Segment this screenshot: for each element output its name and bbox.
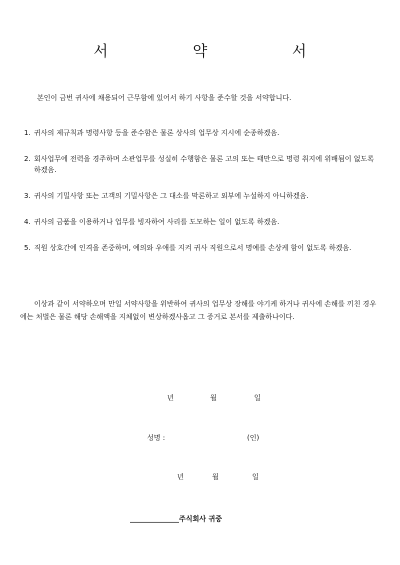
intro-text: 본인이 금번 귀사에 채용되어 근무함에 있어서 하기 사항을 준수할 것을 서약합니다. xyxy=(37,94,292,102)
pledge-items xyxy=(24,128,380,269)
day-label: 일 xyxy=(254,394,261,402)
pledge-item xyxy=(24,191,380,202)
item-number: 2. xyxy=(24,155,31,163)
document-title: 서 약 서 xyxy=(93,42,347,60)
month-label: 월 xyxy=(212,473,219,481)
day-label: 일 xyxy=(252,473,259,481)
company-recipient: ______________주식회사 귀중 xyxy=(130,515,223,523)
item-number: 4. xyxy=(24,218,31,226)
item-text: 귀사의 제규칙과 명령사항 등을 준수함은 물론 상사의 업무상 지시에 순종하겠음. xyxy=(34,129,280,137)
pledge-item xyxy=(24,128,380,139)
year-label: 년 xyxy=(167,394,174,402)
closing-text: 이상과 같이 서약하오며 만일 서약사항을 위반하여 귀사의 업무상 장해를 야기케 하거나 귀사에 손해를 끼친 경우에는 처벌은 물론 해당 손해액을 지체없이 변상하겠사옵고 그 증거로 본서를 제출하나이다. xyxy=(20,300,377,321)
item-number: 3. xyxy=(24,192,31,200)
year-label: 년 xyxy=(177,473,184,481)
item-number: 1. xyxy=(24,129,31,137)
seal-label: (인) xyxy=(247,434,260,442)
item-text: 회사업무에 전력을 경주하며 소관업무를 성실히 수행함은 물론 고의 또는 태만으로 명령 취지에 위배됨이 없도록 하겠음. xyxy=(34,155,374,174)
pledge-item xyxy=(24,243,380,254)
item-text: 귀사의 기밀사항 또는 고객의 기밀사항은 그 대소를 막론하고 외부에 누설하지 아니하겠음. xyxy=(34,192,309,200)
month-label: 월 xyxy=(210,394,217,402)
pledge-item xyxy=(24,154,380,176)
pledge-item xyxy=(24,217,380,228)
item-text: 귀사의 금품을 이용하거나 업무를 빙자하여 사리를 도모하는 일이 없도록 하겠음. xyxy=(34,218,280,226)
item-number: 5. xyxy=(24,244,31,252)
item-text: 직원 상호간에 인격을 존중하며, 예의와 우애를 지켜 귀사 직원으로서 명예를 손상케 함이 없도록 하겠음. xyxy=(34,244,352,252)
name-label: 성명 : xyxy=(147,434,166,442)
